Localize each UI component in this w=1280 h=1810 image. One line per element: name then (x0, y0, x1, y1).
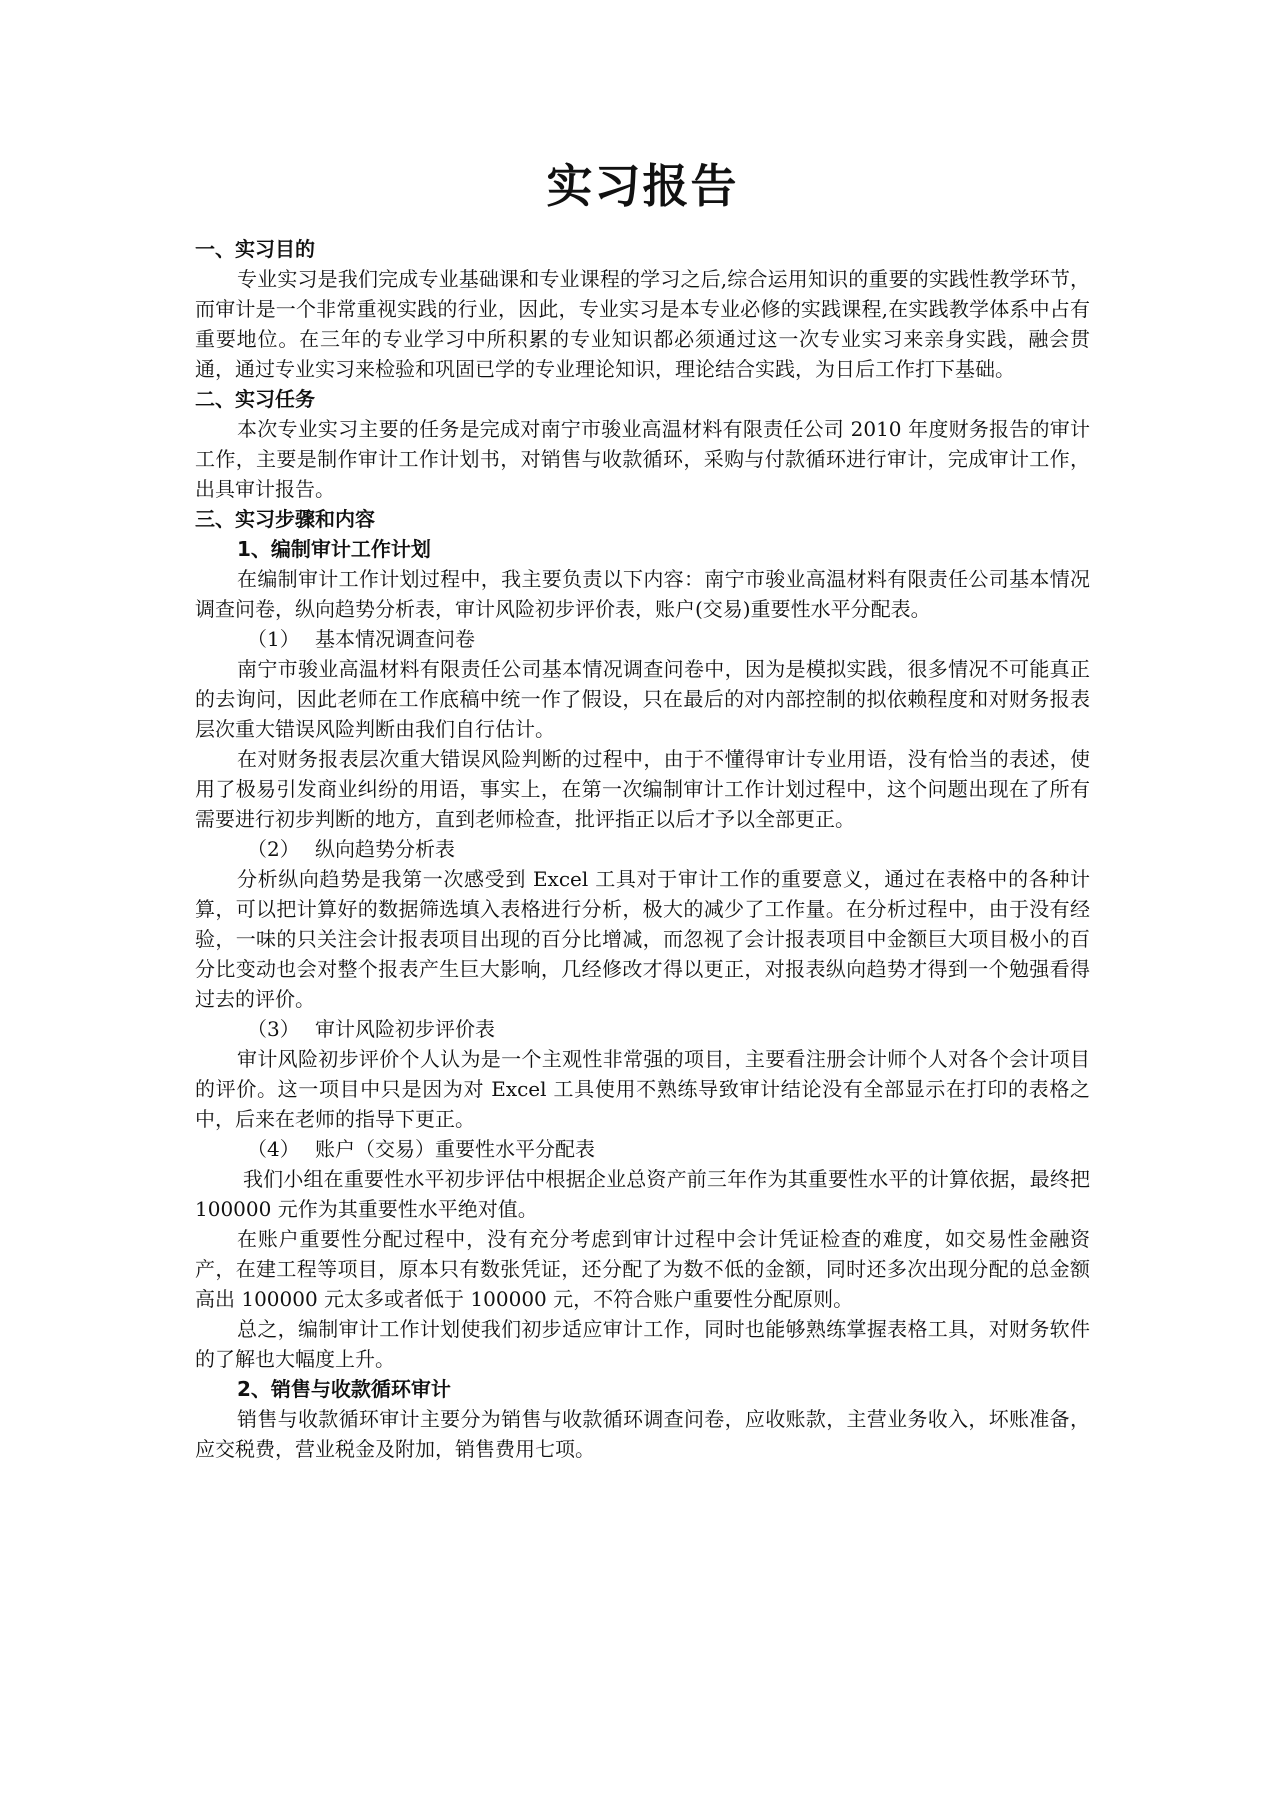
document-title: 实习报告 (546, 159, 739, 213)
section-heading-tasks: 二、实习任务 (195, 387, 315, 411)
section-heading-steps: 三、实习步骤和内容 (195, 507, 375, 531)
list-item-label: 纵向趋势分析表 (315, 837, 455, 861)
list-item-materiality (195, 1134, 1090, 1164)
list-item-risk-evaluation (195, 1014, 1090, 1044)
list-item-number: （4） (247, 1137, 300, 1161)
paragraph-materiality-2: 在账户重要性分配过程中，没有充分考虑到审计过程中会计凭证检查的难度，如交易性金融资产，在建工程等项目，原本只有数张凭证，还分配了为数不低的金额，同时还多次出现分配的总金额高出 100000 元太多或者低于 100000 元，不符合账户重要性分配原则。 (195, 1227, 1090, 1311)
list-item-trend-analysis (195, 834, 1090, 864)
paragraph-questionnaire-1: 南宁市骏业高温材料有限责任公司基本情况调查问卷中，因为是模拟实践，很多情况不可能真正的去询问，因此老师在工作底稿中统一作了假设，只在最后的对内部控制的拟依赖程度和对财务报表层次重大错误风险判断由我们自行估计。 (195, 657, 1090, 741)
paragraph-sales-cycle: 销售与收款循环审计主要分为销售与收款循环调查问卷，应收账款，主营业务收入，坏账准备，应交税费，营业税金及附加，销售费用七项。 (195, 1407, 1090, 1461)
section-heading-purpose: 一、实习目的 (195, 237, 315, 261)
paragraph-materiality-1: 我们小组在重要性水平初步评估中根据企业总资产前三年作为其重要性水平的计算依据，最终把 100000 元作为其重要性水平绝对值。 (195, 1167, 1090, 1221)
paragraph-risk-evaluation: 审计风险初步评价个人认为是一个主观性非常强的项目，主要看注册会计师个人对各个会计项目的评价。这一项目中只是因为对 Excel 工具使用不熟练导致审计结论没有全部显示在打印的表格之中，后来在老师的指导下更正。 (195, 1047, 1090, 1131)
paragraph-questionnaire-2: 在对财务报表层次重大错误风险判断的过程中，由于不懂得审计专业用语，没有恰当的表述，使用了极易引发商业纠纷的用语，事实上，在第一次编制审计工作计划过程中，这个问题出现在了所有需要进行初步判断的地方，直到老师检查，批评指正以后才予以全部更正。 (195, 747, 1090, 831)
subsection-heading-audit-plan: 1、编制审计工作计划 (237, 537, 431, 561)
paragraph-audit-plan-intro: 在编制审计工作计划过程中，我主要负责以下内容：南宁市骏业高温材料有限责任公司基本情况调查问卷，纵向趋势分析表，审计风险初步评价表，账户(交易)重要性水平分配表。 (195, 567, 1090, 621)
paragraph-audit-plan-summary: 总之，编制审计工作计划使我们初步适应审计工作，同时也能够熟练掌握表格工具，对财务软件的了解也大幅度上升。 (195, 1317, 1090, 1371)
paragraph-tasks: 本次专业实习主要的任务是完成对南宁市骏业高温材料有限责任公司 2010 年度财务报告的审计工作，主要是制作审计工作计划书，对销售与收款循环，采购与付款循环进行审计，完成审计工作，出具审计报告。 (195, 417, 1090, 501)
paragraph-purpose: 专业实习是我们完成专业基础课和专业课程的学习之后,综合运用知识的重要的实践性教学环节，而审计是一个非常重视实践的行业，因此，专业实习是本专业必修的实践课程,在实践教学体系中占有重要地位。在三年的专业学习中所积累的专业知识都必须通过这一次专业实习来亲身实践，融会贯通，通过专业实习来检验和巩固已学的专业理论知识，理论结合实践，为日后工作打下基础。 (195, 267, 1090, 381)
paragraph-trend-analysis: 分析纵向趋势是我第一次感受到 Excel 工具对于审计工作的重要意义，通过在表格中的各种计算，可以把计算好的数据筛选填入表格进行分析，极大的减少了工作量。在分析过程中，由于没有经验，一味的只关注会计报表项目出现的百分比增减，而忽视了会计报表项目中金额巨大项目极小的百分比变动也会对整个报表产生巨大影响，几经修改才得以更正，对报表纵向趋势才得到一个勉强看得过去的评价。 (195, 867, 1090, 1011)
subsection-heading-sales-cycle: 2、销售与收款循环审计 (237, 1377, 451, 1401)
list-item-number: （3） (247, 1017, 300, 1041)
list-item-number: （1） (247, 627, 300, 651)
list-item-label: 基本情况调查问卷 (315, 627, 475, 651)
list-item-number: （2） (247, 837, 300, 861)
list-item-label: 审计风险初步评价表 (315, 1017, 495, 1041)
list-item-label: 账户（交易）重要性水平分配表 (315, 1137, 595, 1161)
list-item-questionnaire (195, 624, 1090, 654)
